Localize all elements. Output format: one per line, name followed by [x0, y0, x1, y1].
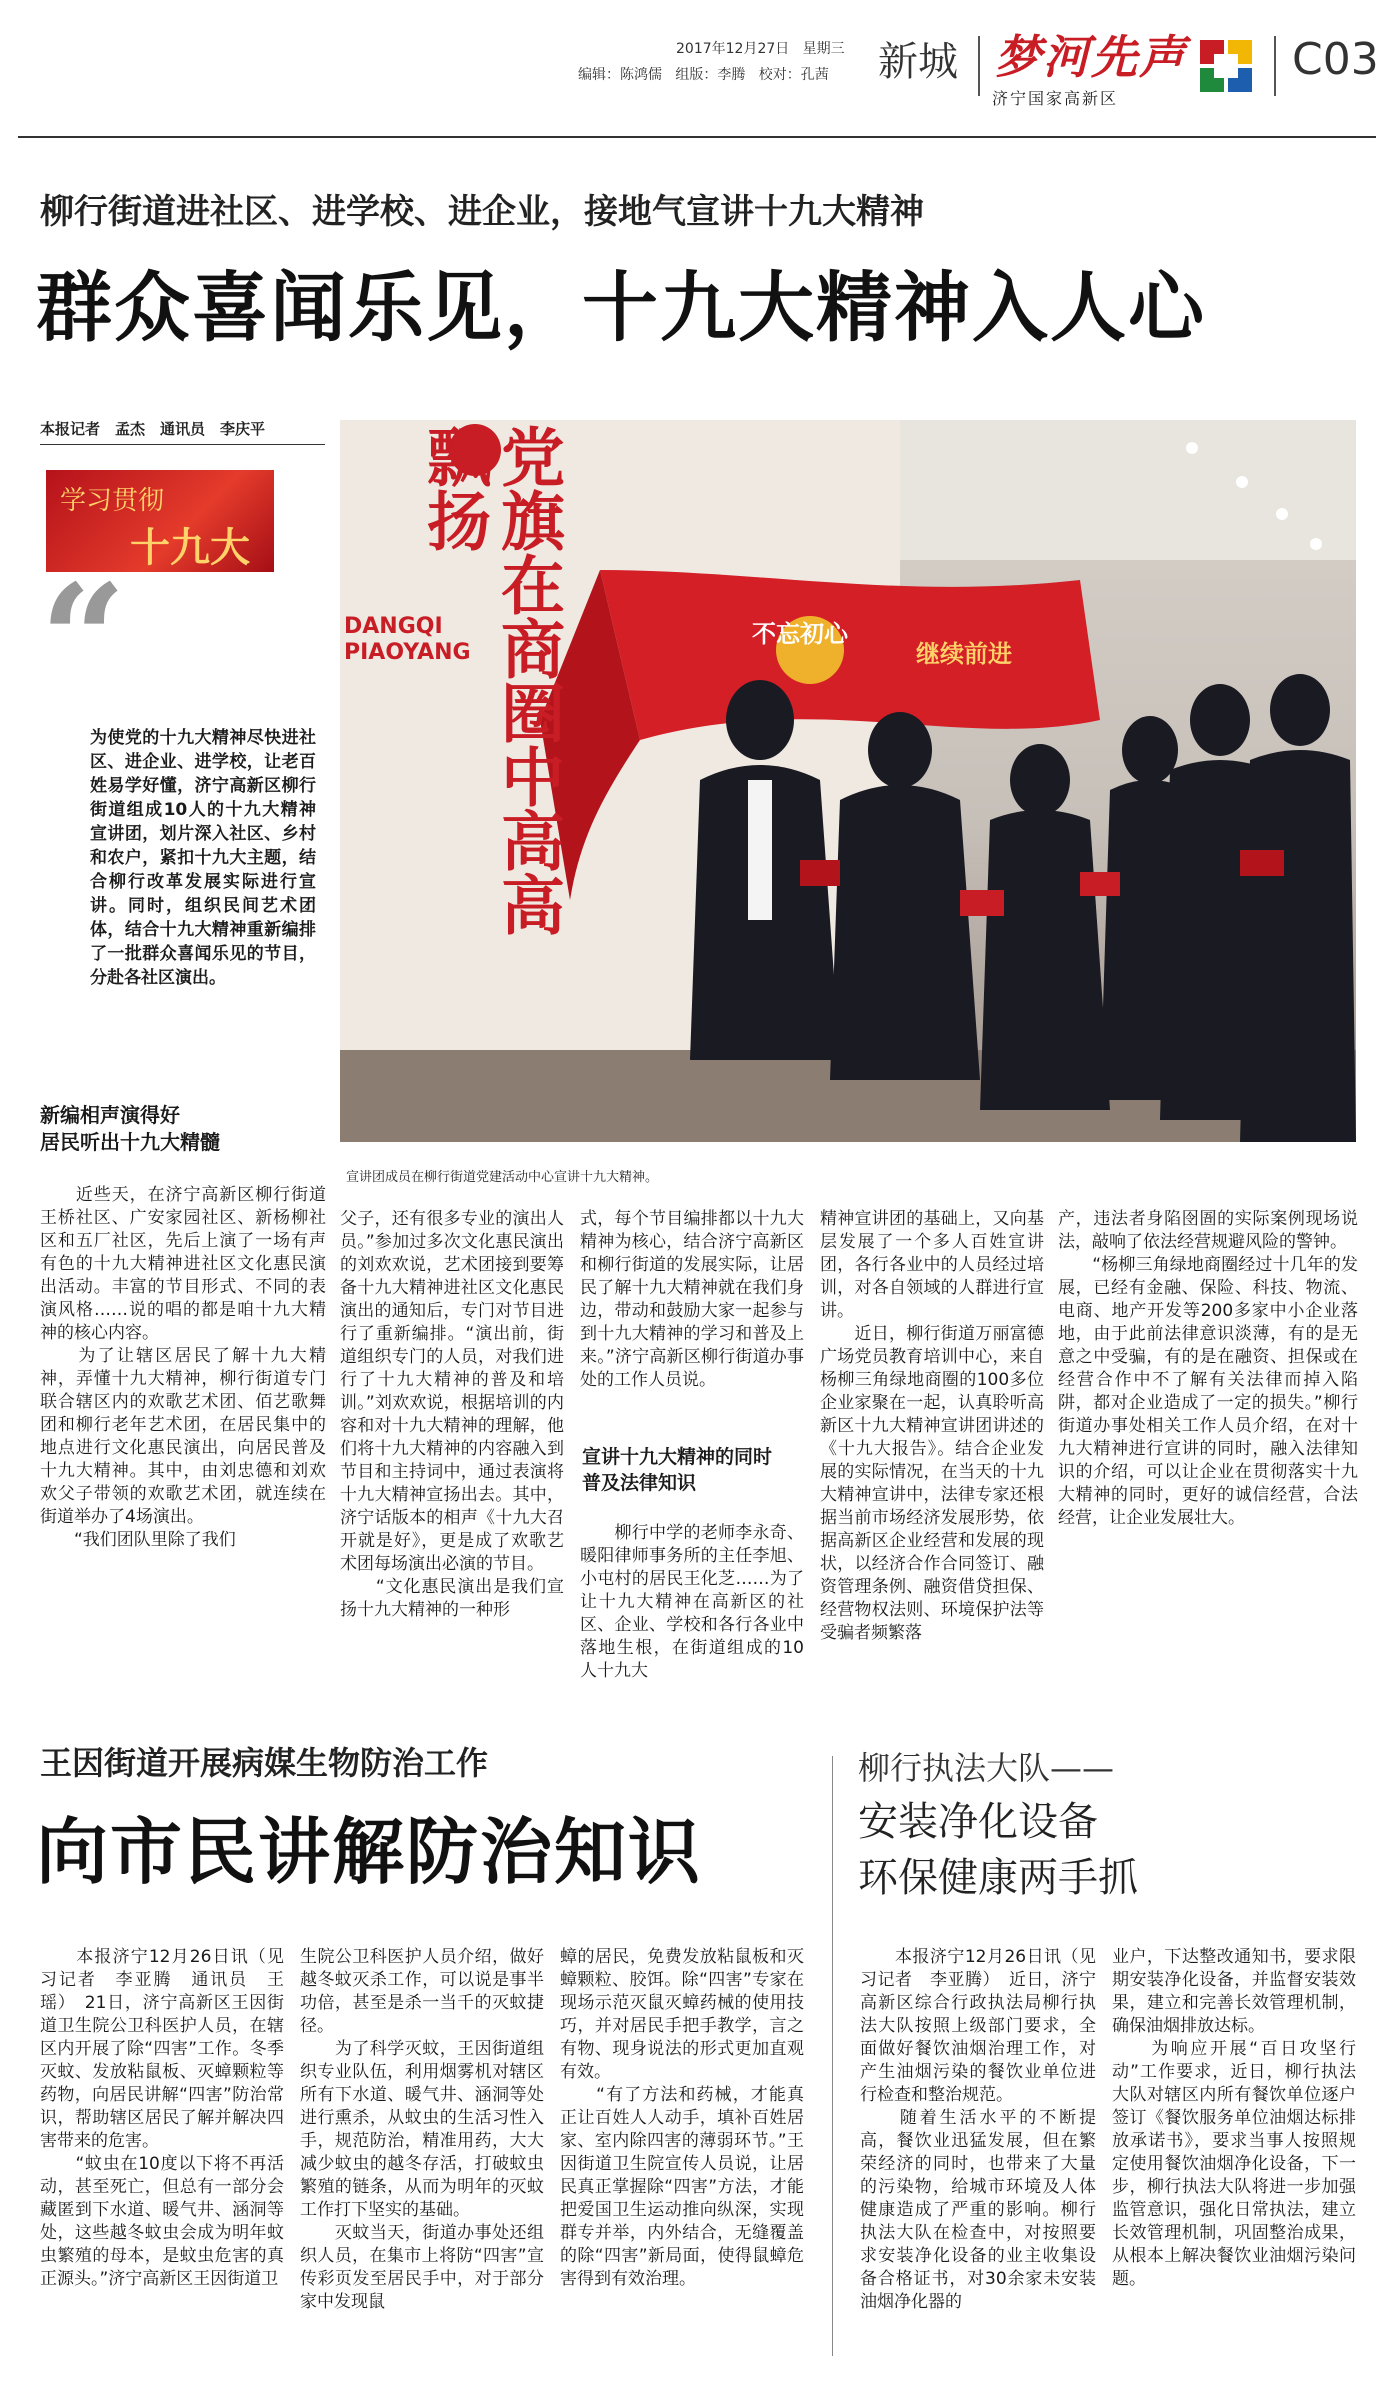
article1-photo: [340, 420, 1356, 1142]
badge-line2: 十九大: [130, 524, 250, 571]
byline-rule: [40, 444, 325, 445]
header-layout: 组版：李腾: [675, 67, 746, 83]
logo-icon: [1200, 40, 1252, 92]
article1-col3a: 式，每个节目编排都以十九大精神为核心，结合济宁高新区和柳行街道的发展实际，让居民了解十九大精神就在我们身边，带动和鼓励大家一起参与到十九大精神的学习和普及上来。”济宁高新区柳行街道办事处的工作人员说。: [580, 1209, 804, 1390]
article3-kicker: 柳行执法大队——: [858, 1749, 1115, 1787]
article1-kicker: 柳行街道进社区、进学校、进企业，接地气宣讲十九大精神: [40, 192, 924, 232]
masthead-subtitle: 济宁国家高新区: [992, 89, 1119, 108]
article3-col2: 业户，下达整改通知书，要求限期安装净化设备，并监督安装效果，建立和完善长效管理机制，确保油烟排放达标。 为响应开展“百日攻坚行动”工作要求，近日，柳行执法大队对辖区内所有餐饮单位逐户签订《餐饮服务单位油烟达标排放承诺书》，要求当事人按照规定使用餐饮油烟净化设备，下一步，柳行执法大队将进一步加强监管意识，强化日常执法，建立长效管理机制，巩固整治成果，从根本上解决餐饮业油烟污染问题。: [1112, 1947, 1356, 2289]
section-name: 新城: [878, 39, 958, 85]
article1-col5: 产，违法者身陷囹圄的实际案例现场说法，敲响了依法经营规避风险的警钟。 “杨柳三角绿地商圈经过十几年的发展，已经有金融、保险、科技、物流、电商、地产开发等200多家中小企业落地，由于此前法律意识淡薄，有的是无意之中受骗，有的是在融资、担保或在经营合作中不了解有关法律而掉入陷阱，都对企业造成了一定的损失。”柳行街道办事处相关工作人员介绍，在对十九大精神进行宣讲的同时，融入法律知识的介绍，可以让企业在贯彻落实十九大精神的同时，更好的诚信经营，合法经营，让企业发展壮大。: [1058, 1209, 1358, 1528]
article3-col1: 本报济宁12月26日讯（见习记者 李亚腾） 近日，济宁高新区综合行政执法局柳行执法大队按照上级部门要求，全面做好餐饮油烟治理工作，对产生油烟污染的餐饮业单位进行检查和整治规范。 随着生活水平的不断提高，餐饮业迅猛发展，但在繁荣经济的同时，也带来了大量的污染物，给城市环境及人体健康造成了严重的影响。柳行执法大队在检查中，对按照要求安装净化设备的业主收集设备合格证书，对30余家未安装油烟净化器的: [860, 1947, 1096, 2312]
header-divider-2: [1274, 36, 1276, 96]
article1-photo-caption: 宣讲团成员在柳行街道党建活动中心宣讲十九大精神。: [346, 1170, 659, 1185]
article1-col3b: 柳行中学的老师李永奇、暖阳律师事务所的主任李旭、小屯村的居民王化芝……为了让十九大精神在高新区的社区、企业、学校和各行各业中落地生根，在街道组成的10人十九大: [580, 1523, 804, 1681]
article1-subhead-2: 宣讲十九大精神的同时 普及法律知识: [582, 1446, 773, 1494]
article1-headline: 群众喜闻乐见，十九大精神入人心: [36, 263, 1206, 352]
article1-col1: 近些天，在济宁高新区柳行街道王桥社区、广安家园社区、新杨柳社区和五厂社区，先后上演了一场有声有色的十九大精神进社区文化惠民演出活动。丰富的节目形式、不同的表演风格……说的唱的都是咱十九大精神的核心内容。 为了让辖区居民了解十九大精神，弄懂十九大精神，柳行街道专门联合辖区内的欢歌艺术团、佰艺歌舞团和柳行老年艺术团，在居民集中的地点进行文化惠民演出，向居民普及十九大精神。其中，由刘忠德和刘欢欢父子带领的欢歌艺术团，就连续在街道举办了4场演出。 “我们团队里除了我们: [40, 1185, 326, 1550]
header-rule: [18, 136, 1376, 138]
header-date: 2017年12月27日: [676, 41, 790, 57]
badge-line1: 学习贯彻: [60, 486, 165, 516]
article2-headline: 向市民讲解防治知识: [36, 1810, 703, 1894]
article2-col1: 本报济宁12月26日讯（见习记者 李亚腾 通讯员 王瑶） 21日，济宁高新区王因街道卫生院公卫科医护人员，在辖区内开展了除“四害”工作。冬季灭蚊、发放粘鼠板、灭蟑颗粒等药物，向居民讲解“四害”防治常识，帮助辖区居民了解并解决四害带来的危害。 “蚊虫在10度以下将不再活动，甚至死亡，但总有一部分会藏匿到下水道、暖气井、涵洞等处，这些越冬蚊虫会成为明年蚊虫繁殖的母本，是蚊虫危害的真正源头。”济宁高新区王因街道卫: [40, 1947, 284, 2289]
article3-headline-2: 环保健康两手抓: [858, 1855, 1138, 1901]
article2-kicker: 王因街道开展病媒生物防治工作: [40, 1744, 489, 1782]
header-staff-line: [578, 64, 829, 84]
quote-mark-icon: “: [40, 552, 127, 728]
article1-subhead-1: 新编相声演得好 居民听出十九大精髓: [40, 1103, 220, 1154]
photo-wall-slogan: 党旗在商圈中高高飘扬: [416, 424, 565, 936]
article1-byline: 本报记者 孟杰 通讯员 李庆平: [40, 420, 266, 438]
header-weekday: 星期三: [802, 41, 845, 57]
article1-col2: 父子，还有很多专业的演出人员。”参加过多次文化惠民演出的刘欢欢说，艺术团接到要筹备十九大精神进社区文化惠民演出的通知后，专门对节目进行了重新编排。“演出前，街道组织专门的人员，对我们进行了十九大精神的普及和培训。”刘欢欢说，根据培训的内容和对十九大精神的理解，他们将十九大精神的内容融入到节目和主持词中，通过表演将十九大精神宣扬出去。其中，济宁话版本的相声《十九大召开就是好》，更是成了欢歌艺术团每场演出必演的节目。 “文化惠民演出是我们宣扬十九大精神的一种形: [340, 1209, 564, 1620]
header-proof: 校对：孔茜: [758, 67, 829, 83]
article1-lead: 为使党的十九大精神尽快进社区、进企业、进学校，让老百姓易学好懂，济宁高新区柳行街道组成10人的十九大精神宣讲团，划片深入社区、乡村和农户，紧扣十九大主题，结合柳行改革发展实际进行宣讲。同时，组织民间艺术团体，结合十九大精神重新编排了一批群众喜闻乐见的节目，分赴各社区演出。: [90, 728, 316, 988]
photo-flag-text-2: 继续前进: [916, 640, 1012, 668]
page-number: C03: [1292, 34, 1379, 85]
header-editor: 编辑：陈鸿儒: [578, 67, 662, 83]
masthead-logo: 梦河先声: [995, 30, 1187, 84]
article2-col2: 生院公卫科医护人员介绍，做好越冬蚊灭杀工作，可以说是事半功倍，甚至是杀一当千的灭蚊捷径。 为了科学灭蚊，王因街道组织专业队伍，利用烟雾机对辖区所有下水道、暖气井、涵洞等处进行熏杀，从蚊虫的生活习性入手，规范防治，精准用药，大大减少蚊虫的越冬存活，打破蚊虫繁殖的链条，从而为明年的灭蚊工作打下坚实的基础。 灭蚊当天，街道办事处还组织人员，在集市上将防“四害”宣传彩页发至居民手中，对于部分家中发现鼠: [300, 1947, 544, 2312]
header-divider-1: [978, 36, 980, 96]
article2-col3: 蟑的居民，免费发放粘鼠板和灭蟑颗粒、胶饵。除“四害”专家在现场示范灭鼠灭蟑药械的使用技巧，并对居民手把手教学，言之有物、现身说法的形式更加直观有效。 “有了方法和药械，才能真正让百姓人人动手，填补百姓居家、室内除四害的薄弱环节。”王因街道卫生院宣传人员说，让居民真正掌握除“四害”方法，才能把爱国卫生运动推向纵深，实现群专并举，内外结合，无缝覆盖的除“四害”新局面，使得鼠蟑危害得到有效治理。: [560, 1947, 804, 2289]
header-date-line: [676, 38, 845, 58]
article1-col4: 精神宣讲团的基础上，又向基层发展了一个多人百姓宣讲团，各行各业中的人员经过培训，对各自领域的人群进行宣讲。 近日，柳行街道万丽富德广场党员教育培训中心，来自杨柳三角绿地商圈的100多位企业家聚在一起，认真聆听高新区十九大精神宣讲团讲述的《十九大报告》。结合企业发展的实际情况，在当天的十九大精神宣讲中，法律专家还根据当前市场经济发展形势，依据高新区企业经营和发展的现状，以经济合作合同签订、融资管理条例、融资借贷担保、经营物权法则、环境保护法等受骗者频繁落: [820, 1209, 1044, 1643]
column-divider: [832, 1756, 833, 2356]
article3-headline-1: 安装净化设备: [858, 1799, 1098, 1845]
photo-wall-pinyin: DANGQI PIAOYANG: [344, 614, 471, 665]
photo-flag-text-1: 不忘初心: [752, 620, 848, 648]
